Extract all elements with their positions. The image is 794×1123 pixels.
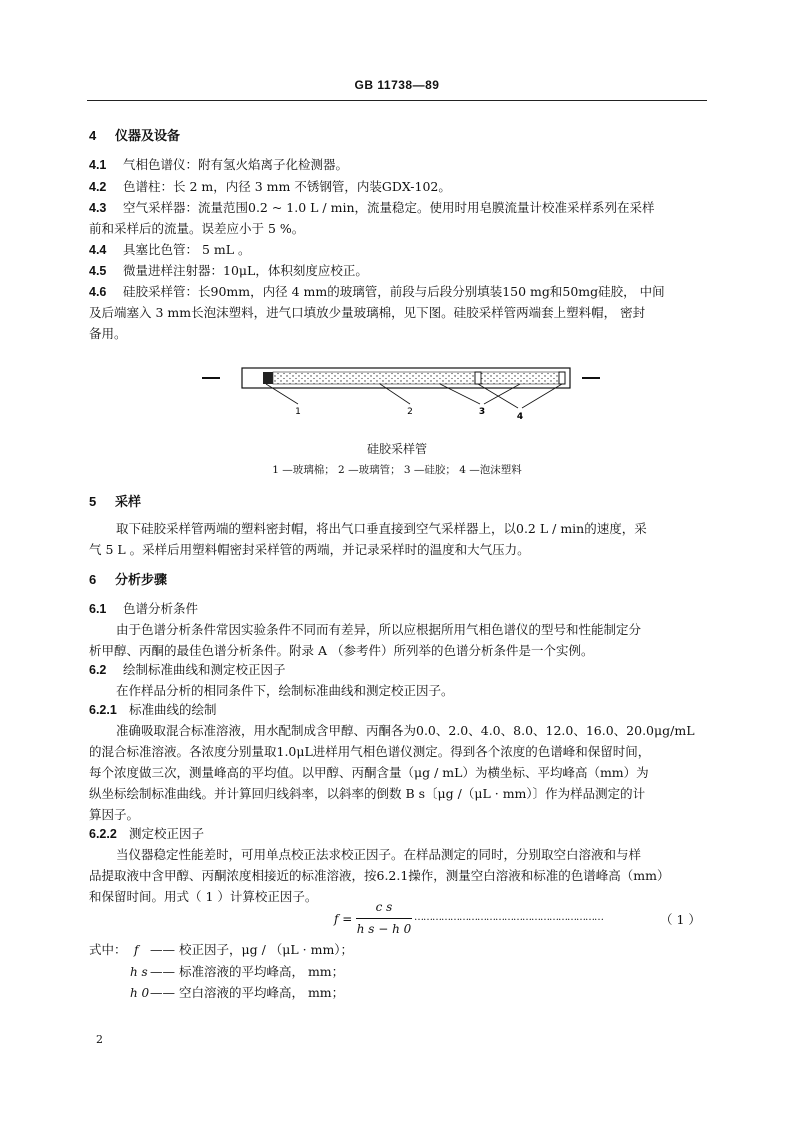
symbol: f bbox=[134, 943, 139, 957]
item-number: 4.1 bbox=[89, 158, 107, 172]
item-text: 气相色谱仪：附有氢火焰离子化检测器。 bbox=[123, 157, 349, 172]
s61-para-line-2: 析甲醇、丙酮的最佳色谱分析条件。附录 A （参考件）所列举的色谱分析条件是一个实例。 bbox=[89, 643, 594, 658]
section-number: 5 bbox=[89, 494, 97, 509]
item-4-6 bbox=[89, 282, 665, 300]
section-6-heading bbox=[89, 569, 167, 588]
standard-code-header: GB 11738—89 bbox=[354, 78, 440, 92]
foam-plug-middle bbox=[475, 372, 481, 384]
item-number: 4.4 bbox=[89, 243, 107, 257]
section-number: 4 bbox=[89, 128, 97, 143]
sampling-tube-diagram bbox=[190, 360, 610, 430]
formula-leader-dots: ……………………………………………………… bbox=[414, 912, 603, 923]
item-4-6-cont-2: 备用。 bbox=[89, 326, 127, 341]
item-text: 微量进样注射器：10μL，体积刻度应校正。 bbox=[123, 263, 368, 278]
diagram-label-1: 1 bbox=[295, 407, 301, 417]
definition-hs bbox=[130, 962, 344, 980]
definition-h0 bbox=[130, 983, 344, 1001]
where-intro: 式中： bbox=[89, 942, 127, 957]
formula-numerator: c s bbox=[375, 900, 393, 914]
s621-para-line-2: 的混合标准溶液。各浓度分别量取1.0μL进样用气相色谱仪测定。得到各个浓度的色谱峰和保留时间， bbox=[89, 744, 651, 759]
section-title: 采样 bbox=[115, 495, 142, 510]
item-number: 4.3 bbox=[89, 201, 107, 215]
s621-para-line-3: 每个浓度做三次，测量峰高的平均值。以甲醇、丙酮含量（μg / mL）为横坐标、平均峰高（mm）为 bbox=[89, 765, 649, 780]
section-number: 6 bbox=[89, 572, 97, 587]
item-text: 硅胶采样管：长90mm，内径 4 mm的玻璃管，前段与后段分别填装150 mg和50mg硅胶， 中间 bbox=[123, 284, 665, 299]
section-5-para-line-2: 气 5 L 。采样后用塑料帽密封采样管的两端，并记录采样时的温度和大气压力。 bbox=[89, 542, 530, 557]
header-rule bbox=[87, 100, 707, 101]
subsection-title: 色谱分析条件 bbox=[123, 601, 199, 616]
s622-para-line-2: 品提取液中含甲醇、丙酮浓度相接近的标准溶液，按6.2.1操作，测量空白溶液和标准的色谱峰高（mm） bbox=[89, 868, 670, 883]
item-text: 空气采样器：流量范围0.2 ~ 1.0 L / min，流量稳定。使用时用皂膜流量计校准采样系列在采样 bbox=[123, 200, 655, 215]
subsection-number: 6.2.2 bbox=[89, 827, 117, 841]
s622-para-line-1: 当仪器稳定性能差时，可用单点校正法求校正因子。在样品测定的同时，分别取空白溶液和与样 bbox=[116, 847, 642, 862]
glass-wool bbox=[263, 372, 273, 384]
subsection-number: 6.2.1 bbox=[89, 703, 117, 717]
definition-f bbox=[134, 940, 353, 958]
section-4-heading bbox=[89, 125, 180, 144]
item-number: 4.2 bbox=[89, 180, 107, 194]
s622-para-line-3: 和保留时间。用式（ 1 ）计算校正因子。 bbox=[89, 889, 318, 904]
item-4-3-cont: 前和采样后的流量。误差应小于 5 %。 bbox=[89, 221, 305, 236]
item-number: 4.6 bbox=[89, 285, 107, 299]
item-4-6-cont-1: 及后端塞入 3 mm长泡沫塑料，进气口填放少量玻璃棉，见下图。硅胶采样管两端套上塑料帽， 密封 bbox=[89, 305, 646, 320]
diagram-label-2: 2 bbox=[407, 407, 413, 417]
diagram-label-4: 4 bbox=[516, 412, 524, 422]
definition-text: —— 标准溶液的平均峰高， mm； bbox=[150, 964, 345, 979]
subsection-number: 6.2 bbox=[89, 663, 107, 677]
equation-number: （ 1 ） bbox=[660, 912, 701, 927]
section-5-heading bbox=[89, 491, 141, 510]
fraction-bar bbox=[356, 918, 412, 919]
item-text: 色谱柱：长 2 m，内径 3 mm 不锈钢管，内装GDX-102。 bbox=[123, 179, 451, 194]
silica-rear-section bbox=[481, 372, 559, 384]
item-4-4 bbox=[89, 240, 251, 258]
definition-text: —— 空白溶液的平均峰高， mm； bbox=[150, 985, 345, 1000]
subsection-6-2-1-heading bbox=[89, 700, 217, 718]
page-number: 2 bbox=[96, 1033, 103, 1046]
subsection-title: 标准曲线的绘制 bbox=[129, 702, 217, 717]
silica-front-section bbox=[273, 372, 475, 384]
symbol: h s bbox=[130, 965, 148, 979]
item-text: 具塞比色管： 5 mL 。 bbox=[123, 242, 251, 257]
item-number: 4.5 bbox=[89, 264, 107, 278]
figure-legend: 1 —玻璃棉； 2 —玻璃管； 3 —硅胶； 4 —泡沫塑料 bbox=[272, 464, 522, 476]
item-4-1 bbox=[89, 155, 348, 173]
formula-lhs: f = bbox=[334, 912, 353, 926]
subsection-6-1-heading bbox=[89, 599, 198, 617]
diagram-label-3: 3 bbox=[478, 407, 486, 417]
section-title: 仪器及设备 bbox=[115, 129, 181, 144]
s62-para-line-1: 在作样品分析的相同条件下，绘制标准曲线和测定校正因子。 bbox=[116, 683, 454, 698]
subsection-title: 绘制标准曲线和测定校正因子 bbox=[123, 662, 286, 677]
section-title: 分析步骤 bbox=[115, 573, 168, 588]
item-4-5 bbox=[89, 261, 368, 279]
definition-text: —— 校正因子，μg / （μL · mm）； bbox=[150, 942, 354, 957]
subsection-number: 6.1 bbox=[89, 602, 107, 616]
s621-para-line-1: 准确吸取混合标准溶液，用水配制成含甲醇、丙酮各为0.0、2.0、4.0、8.0、12.0、16.0、20.0μg/mL bbox=[116, 723, 695, 738]
subsection-6-2-2-heading bbox=[89, 824, 204, 842]
item-4-2 bbox=[89, 177, 451, 195]
s61-para-line-1: 由于色谱分析条件常因实验条件不同而有差异，所以应根据所用气相色谱仪的型号和性能制定分 bbox=[116, 622, 642, 637]
symbol: h 0 bbox=[130, 986, 150, 1000]
figure-caption: 硅胶采样管 bbox=[366, 442, 427, 456]
section-5-para-line-1: 取下硅胶采样管两端的塑料密封帽，将出气口垂直接到空气采样器上，以0.2 L / min的速度，采 bbox=[116, 521, 647, 536]
item-4-3 bbox=[89, 198, 655, 216]
formula-denominator: h s − h 0 bbox=[356, 922, 412, 936]
subsection-title: 测定校正因子 bbox=[129, 826, 205, 841]
foam-plug-rear bbox=[559, 372, 565, 384]
subsection-6-2-heading bbox=[89, 660, 286, 678]
s621-para-line-4: 纵坐标绘制标准曲线。并计算回归线斜率，以斜率的倒数 B s〔μg /（μL · mm）〕作为样品测定的计 bbox=[89, 786, 646, 801]
s621-para-line-5: 算因子。 bbox=[89, 807, 140, 822]
